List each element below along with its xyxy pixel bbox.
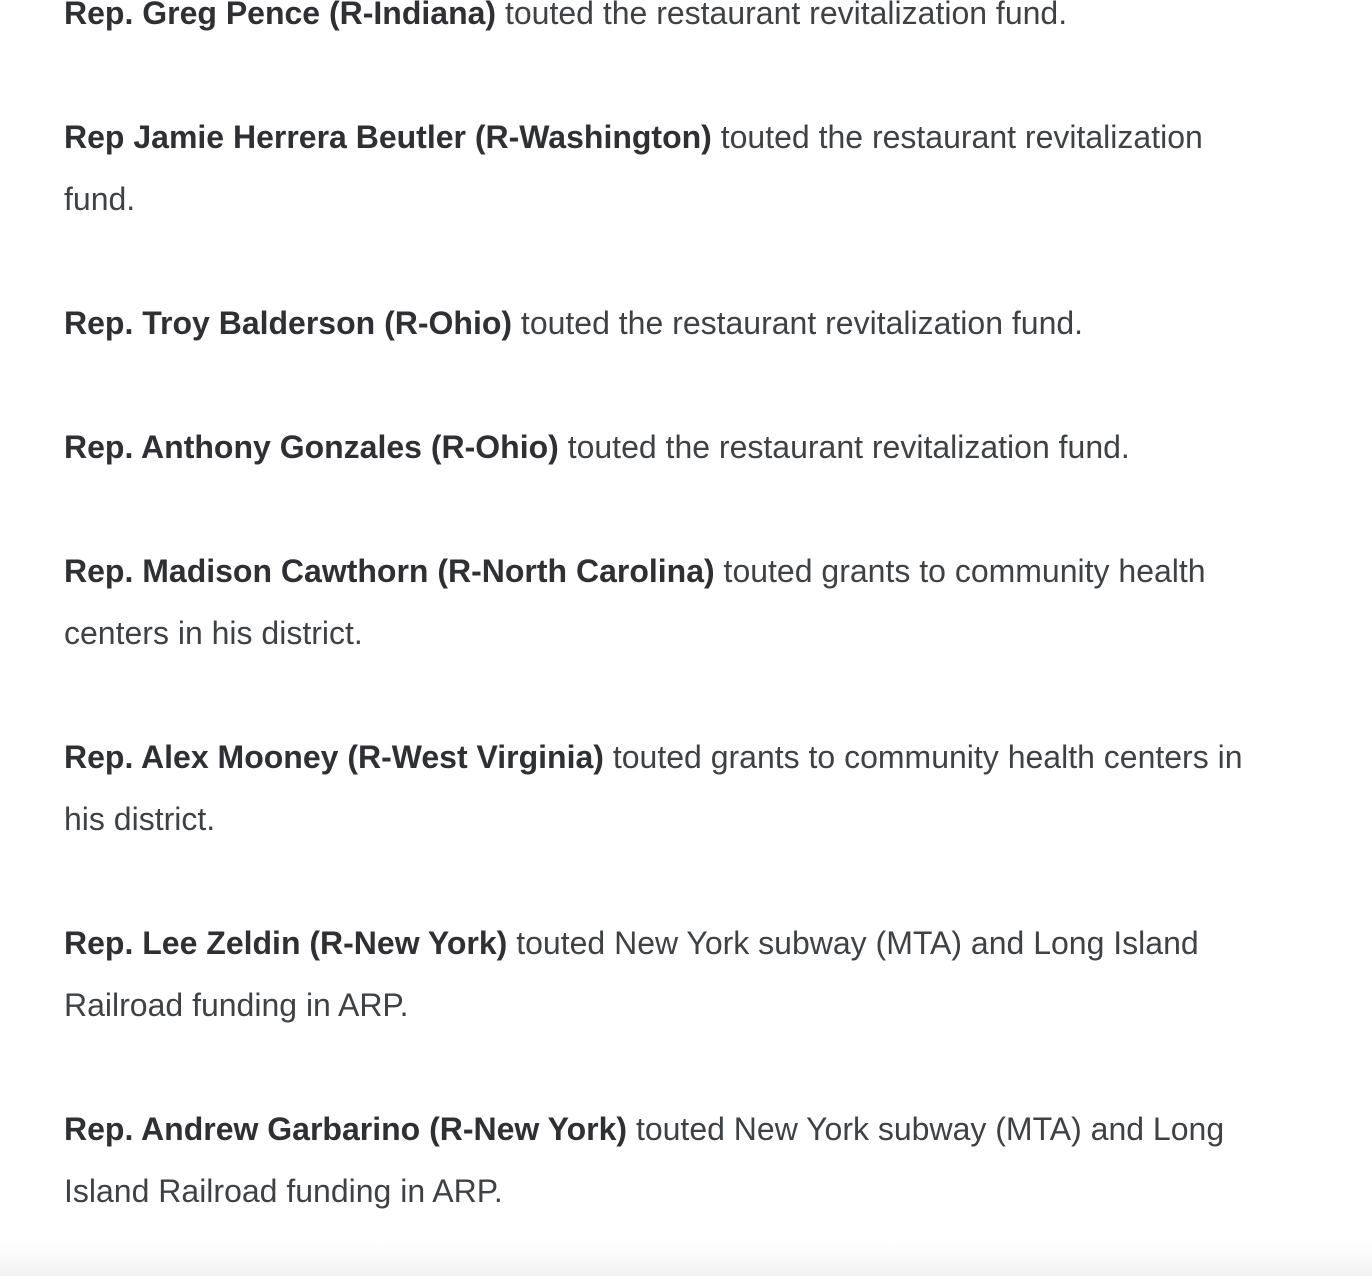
rep-statement: touted the restaurant revitalization fund. — [512, 305, 1084, 341]
paragraph — [64, 0, 1264, 44]
rep-name: Rep. Anthony Gonzales (R-Ohio) — [64, 429, 559, 465]
rep-statement: touted the restaurant revitalization fund. — [496, 0, 1068, 31]
paragraph — [64, 416, 1264, 478]
rep-statement: touted New York subway (MTA) and Long Island Railroad funding in ARP. — [64, 1111, 1225, 1209]
paragraph — [64, 540, 1264, 664]
rep-statement: touted New York subway (MTA) and Long Island Railroad funding in ARP. — [64, 925, 1199, 1023]
rep-statement: touted grants to community health centers in his district. — [64, 739, 1243, 837]
rep-name: Rep. Troy Balderson (R-Ohio) — [64, 305, 513, 341]
rep-name: Rep. Greg Pence (R-Indiana) — [64, 0, 497, 31]
rep-name: Rep. Andrew Garbarino (R-New York) — [64, 1111, 628, 1147]
paragraph — [64, 726, 1264, 850]
rep-name: Rep. Madison Cawthorn (R-North Carolina) — [64, 553, 715, 589]
paragraph — [64, 1098, 1264, 1222]
paragraph — [64, 106, 1264, 230]
rep-statement: touted the restaurant revitalization fund. — [64, 119, 1203, 217]
paragraph — [64, 292, 1264, 354]
rep-statement: touted grants to community health centers in his district. — [64, 553, 1206, 651]
article-body — [64, 0, 1264, 1284]
paragraph — [64, 912, 1264, 1036]
rep-statement: touted the restaurant revitalization fund. — [558, 429, 1130, 465]
rep-name: Rep. Alex Mooney (R-West Virginia) — [64, 739, 604, 775]
rep-name: Rep Jamie Herrera Beutler (R-Washington) — [64, 119, 712, 155]
rep-name: Rep. Lee Zeldin (R-New York) — [64, 925, 508, 961]
